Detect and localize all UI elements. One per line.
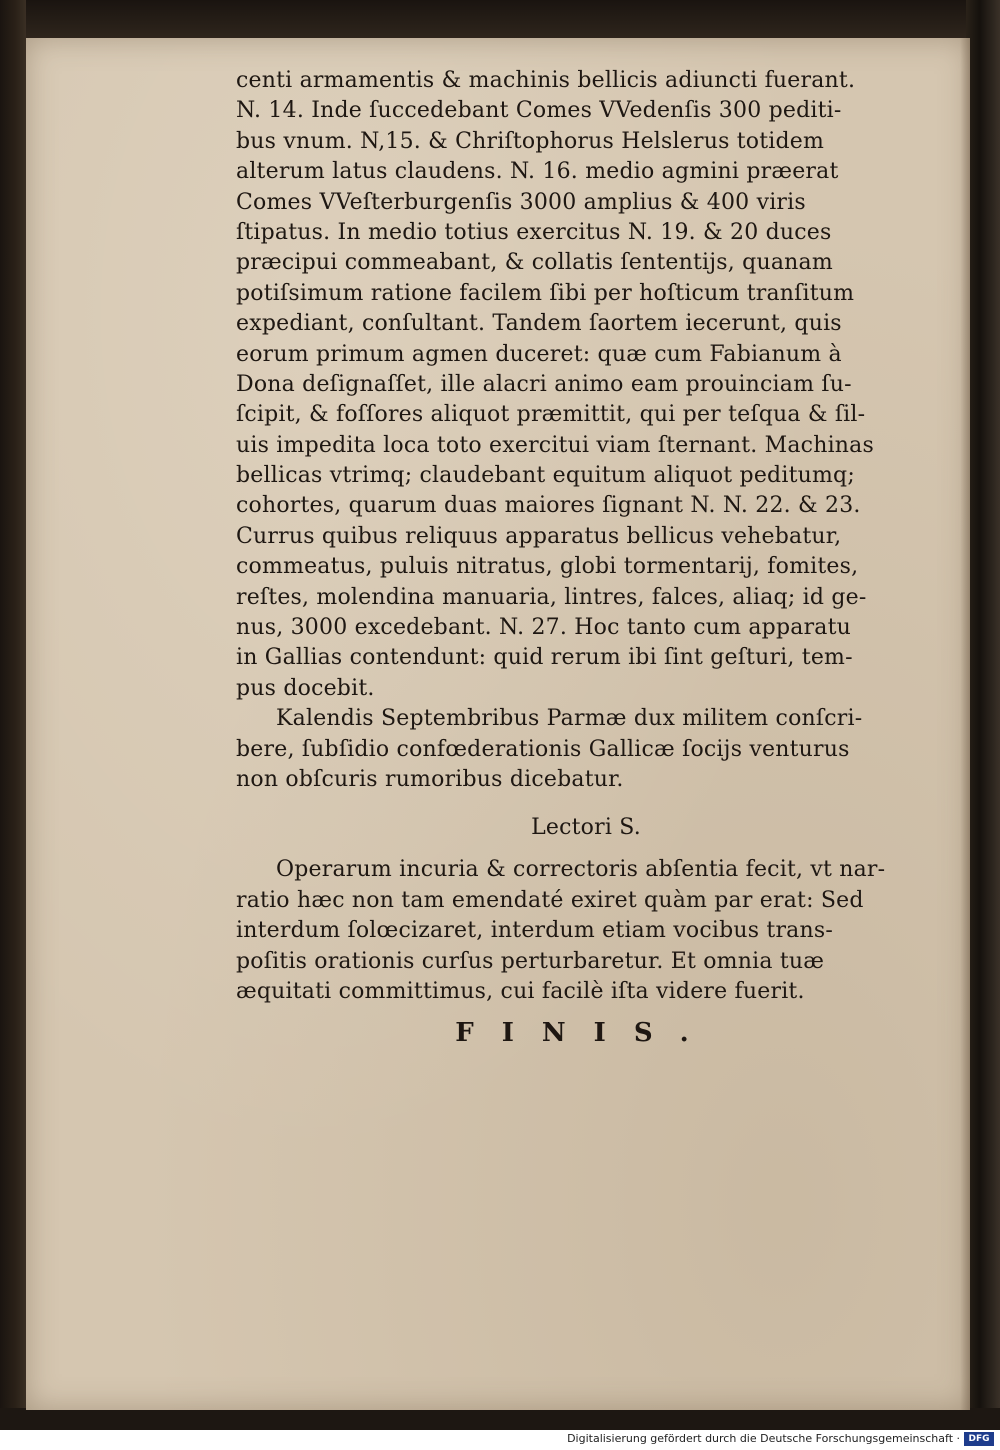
text-line: nus, 3000 excedebant. N. 27. Hoc tanto cum apparatu (236, 615, 852, 641)
text-line: reſtes, molendina manuaria, lintres, falces, aliaq; id ge- (236, 584, 867, 610)
scan-frame-right (966, 0, 1000, 1428)
text-line: pus docebit. (236, 675, 375, 701)
dfg-logo: DFG (964, 1432, 994, 1446)
text-line: præcipui commeabant, & collatis ſententijs, quanam (236, 250, 833, 276)
footer-bar (0, 1430, 1000, 1450)
scan-frame-bottom (0, 1408, 1000, 1430)
text-line: Kalendis Septembribus Parmæ dux militem conſcri- (276, 706, 863, 732)
finis-mark: FINIS. (455, 1018, 717, 1048)
text-line: poſitis orationis curſus perturbaretur. Et omnia tuæ (236, 948, 825, 974)
funding-credit: Digitalisierung gefördert durch die Deutsche Forschungsgemeinschaft · (567, 1432, 960, 1445)
paragraph-2 (236, 704, 936, 795)
text-line: ſcipit, & foſſores aliquot præmittit, qui per teſqua & ſil- (236, 402, 866, 428)
text-line: expediant, conſultant. Tandem ſaortem iecerunt, quis (236, 311, 842, 337)
text-line: bus vnum. N,15. & Chriſtophorus Helslerus totidem (236, 128, 825, 154)
text-line: non obſcuris rumoribus dicebatur. (236, 766, 624, 792)
text-line: Currus quibus reliquus apparatus bellicus vehebatur, (236, 523, 842, 549)
text-line: potiſsimum ratione facilem ſibi per hoſticum tranſitum (236, 280, 855, 306)
text-line: Comes VVeſterburgenſis 3000 amplius & 400 viris (236, 189, 806, 215)
page-edge-shadow (960, 38, 970, 1410)
text-line: commeatus, puluis nitratus, globi tormentarij, fomites, (236, 554, 859, 580)
text-line: bere, ſubſidio confœderationis Gallicæ ſocijs venturus (236, 736, 850, 762)
text-line: Dona deſignaſſet, ille alacri animo eam prouinciam ſu- (236, 371, 852, 397)
text-line: cohortes, quarum duas maiores ſignant N. N. 22. & 23. (236, 493, 861, 519)
text-line: ſtipatus. In medio totius exercitus N. 19. & 20 duces (236, 219, 832, 245)
page-text-block (236, 66, 936, 1007)
text-line: in Gallias contendunt: quid rerum ibi ſint geſturi, tem- (236, 645, 853, 671)
paragraph-3 (236, 855, 936, 1007)
text-line: eorum primum agmen duceret: quæ cum Fabianum à (236, 341, 842, 367)
text-line: ratio hæc non tam emendaté exiret quàm par erat: Sed (236, 887, 864, 913)
text-line: æquitati committimus, cui facilè iſta videre fuerit. (236, 978, 805, 1004)
text-line: interdum ſolœcizaret, interdum etiam vocibus trans- (236, 918, 833, 944)
section-heading: Lectori S. (531, 815, 641, 841)
text-line: bellicas vtrimq; claudebant equitum aliquot peditumq; (236, 463, 855, 489)
paragraph-1 (236, 66, 936, 704)
text-line: alterum latus claudens. N. 16. medio agmini præerat (236, 159, 839, 185)
text-line: centi armamentis & machinis bellicis adiuncti fuerant. (236, 68, 856, 93)
text-line: N. 14. Inde ſuccedebant Comes VVedenſis 300 pediti- (236, 98, 842, 124)
text-line: uis impedita loca toto exercitui viam ſternant. Machinas (236, 432, 874, 458)
text-line: Operarum incuria & correctoris abſentia fecit, vt nar- (276, 857, 886, 883)
scan-frame-left (0, 0, 26, 1428)
scan-frame-top (0, 0, 1000, 38)
